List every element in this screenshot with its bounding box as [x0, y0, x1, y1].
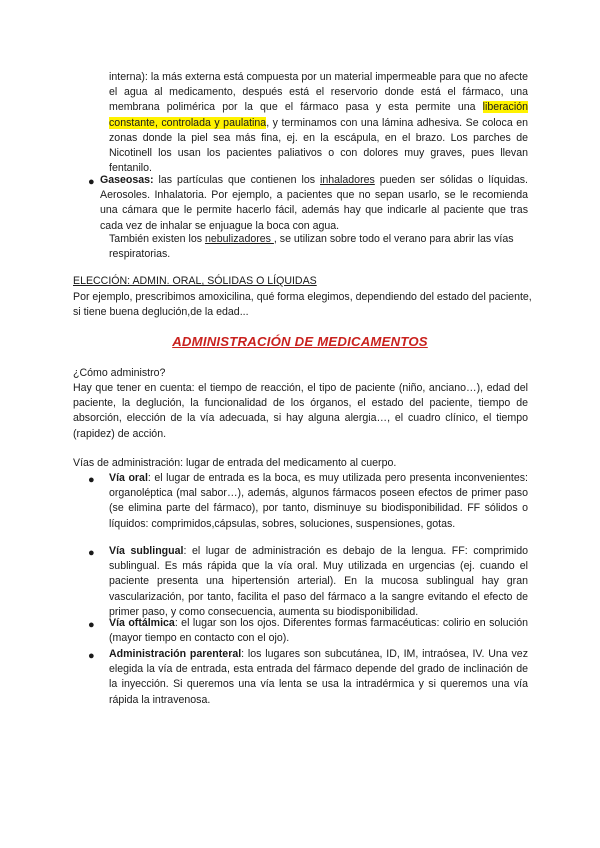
- gaseosas-text-1: las partículas que contienen los: [153, 174, 321, 186]
- eleccion-text: Por ejemplo, prescribimos amoxicilina, qué forma elegimos, dependiendo del estado del paciente, si tiene buena deglución,de la edad...: [73, 291, 532, 319]
- gaseosas-label: Gaseosas:: [100, 174, 154, 186]
- question-text: ¿Cómo administro?: [73, 367, 166, 379]
- nebulizadores-paragraph: [109, 232, 528, 262]
- via-sublingual-label: Vía sublingual: [109, 545, 184, 557]
- page-title: ADMINISTRACIÓN DE MEDICAMENTOS: [172, 334, 428, 349]
- highlighted-text: liberación constante, controlada y paulatina: [109, 101, 528, 129]
- bullet-icon: ●: [88, 176, 95, 188]
- parches-paragraph: [109, 70, 528, 176]
- bullet-icon: ●: [88, 650, 95, 662]
- parches-text-1: interna): la más externa está compuesta por un material impermeable para que no afecte el agua al medicamento, después está el reservorio donde está el fármaco, una membrana polimérica por la que el fármaco pasa y esta permite una: [109, 71, 528, 114]
- via-oral-text: : el lugar de entrada es la boca, es muy utilizada pero presenta inconvenientes: organoléptica (mal sabor…), además, algunos fármacos poseen efectos de primer paso (se elimina parte del fármaco), por tanto, disminuye su biodisponibilidad. FF sólidos o líquidos: comprimidos,cápsulas, sobres, soluciones, suspensiones, gotas.: [109, 472, 528, 530]
- inhaladores-link: inhaladores: [320, 174, 375, 186]
- bullet-icon: ●: [88, 619, 95, 631]
- nebulizadores-term: nebulizadores: [204, 233, 274, 245]
- via-parenteral-label: Administración parenteral: [109, 648, 242, 660]
- vias-intro: Vías de administración: lugar de entrada del medicamento al cuerpo.: [73, 457, 397, 469]
- nebulizadores-text-1: También existen los: [109, 233, 205, 245]
- via-oftalmica-item: [109, 616, 528, 646]
- via-oftalmica-text: : el lugar son los ojos. Diferentes formas farmacéuticas: colirio en solución (mayor tiempo en contacto con el ojo).: [109, 617, 528, 645]
- via-parenteral-text: : los lugares son subcutánea, ID, IM, intraósea, IV. Una vez elegida la vía de entrada, esta entrada del fármaco depende del grado de inclinación de la inyección. Si queremos una vía lenta se usa la intradérmica y si queremos una vía rápida la intravenosa.: [109, 648, 529, 706]
- via-sublingual-text: : el lugar de administración es debajo de la lengua. FF: comprimido sublingual. Es más rápida que la vía oral. Muy utilizada en urgencias (ej. cuando el paciente presenta una hipertensión arterial). En la mucosa sublingual hay gran vascularización, por tanto, facilita el paso del fármaco a la sangre evitando el efecto de primer paso, y como consecuencia, aumenta su biodisponibilidad.: [109, 545, 528, 618]
- gaseosas-paragraph: [100, 173, 528, 234]
- bullet-icon: ●: [88, 474, 95, 486]
- via-oftalmica-label: Vía oftálmica: [109, 617, 175, 629]
- gaseosas-text-2: pueden ser sólidas o líquidas. Aerosoles. Inhalatoria. Por ejemplo, a pacientes que no sepan usarlo, se le recomienda una cámara que le permite hacerlo fácil, además hay que indicarle al paciente que tras cada vez de inhalar se enjuague la boca con agua.: [100, 174, 529, 232]
- eleccion-heading: ELECCIÓN: ADMIN. ORAL, SÓLIDAS O LÍQUIDAS: [73, 275, 317, 287]
- bullet-icon: ●: [88, 547, 95, 559]
- via-sublingual-item: [109, 544, 528, 620]
- intro-paragraph: Hay que tener en cuenta: el tiempo de reacción, el tipo de paciente (niño, anciano…), edad del paciente, la deglución, la funcionalidad de los órganos, el estado del paciente, tiempo de absorción, elección de la vía adecuada, si hay alguna alergia…, el cuadro clínico, el tiempo (rapidez) de acción.: [73, 382, 528, 440]
- via-oral-item: [109, 471, 528, 532]
- via-oral-label: Vía oral: [109, 472, 148, 484]
- nebulizadores-text-2: , se utilizan sobre todo el verano para abrir las vías respiratorias.: [109, 233, 514, 261]
- parches-text-2: , y terminamos con una lámina adhesiva. Se coloca en zonas donde la piel sea más fina, ej. en la escápula, en el brazo. Los parches de Nicotinell los usan los pacientes paliativos o con dolores muy graves, pues llevan fentanilo.: [109, 116, 529, 175]
- via-parenteral-item: [109, 647, 528, 708]
